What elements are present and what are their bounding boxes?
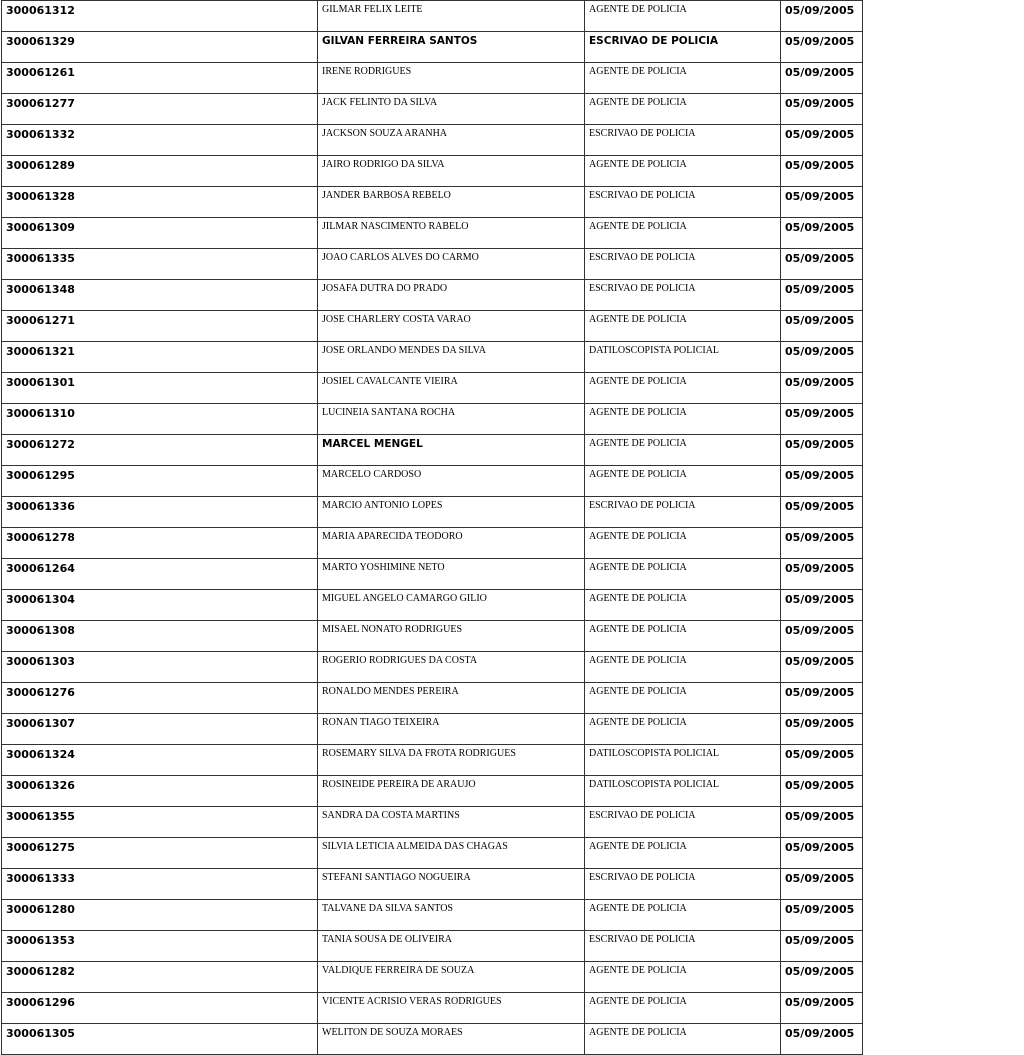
table-row	[2, 156, 863, 187]
matricula-cell: 300061261	[2, 63, 318, 94]
cargo-cell: DATILOSCOPISTA POLICIAL	[585, 776, 781, 807]
matricula-cell: 300061309	[2, 218, 318, 249]
nome-cell: MARIA APARECIDA TEODORO	[318, 528, 585, 559]
matricula-cell: 300061333	[2, 869, 318, 900]
cargo-cell: AGENTE DE POLICIA	[585, 590, 781, 621]
data-cell: 05/09/2005	[781, 776, 863, 807]
data-cell: 05/09/2005	[781, 466, 863, 497]
table-row	[2, 714, 863, 745]
nome-cell: SILVIA LETICIA ALMEIDA DAS CHAGAS	[318, 838, 585, 869]
cargo-cell: ESCRIVAO DE POLICIA	[585, 807, 781, 838]
matricula-cell: 300061296	[2, 993, 318, 1024]
nome-cell: ROGERIO RODRIGUES DA COSTA	[318, 652, 585, 683]
matricula-cell: 300061295	[2, 466, 318, 497]
table-row	[2, 249, 863, 280]
data-cell: 05/09/2005	[781, 900, 863, 931]
matricula-cell: 300061324	[2, 745, 318, 776]
data-cell: 05/09/2005	[781, 311, 863, 342]
cargo-cell: ESCRIVAO DE POLICIA	[585, 931, 781, 962]
data-cell: 05/09/2005	[781, 931, 863, 962]
nome-cell: TALVANE DA SILVA SANTOS	[318, 900, 585, 931]
matricula-cell: 300061321	[2, 342, 318, 373]
cargo-cell: AGENTE DE POLICIA	[585, 373, 781, 404]
cargo-cell: ESCRIVAO DE POLICIA	[585, 32, 781, 63]
data-cell: 05/09/2005	[781, 156, 863, 187]
table-row	[2, 187, 863, 218]
nome-cell: JOAO CARLOS ALVES DO CARMO	[318, 249, 585, 280]
nome-cell: TANIA SOUSA DE OLIVEIRA	[318, 931, 585, 962]
table-row	[2, 900, 863, 931]
nome-cell: JILMAR NASCIMENTO RABELO	[318, 218, 585, 249]
data-cell: 05/09/2005	[781, 652, 863, 683]
table-row	[2, 1024, 863, 1055]
table-row	[2, 931, 863, 962]
data-cell: 05/09/2005	[781, 590, 863, 621]
matricula-cell: 300061301	[2, 373, 318, 404]
table-row	[2, 621, 863, 652]
nome-cell: MARTO YOSHIMINE NETO	[318, 559, 585, 590]
table-row	[2, 559, 863, 590]
nome-cell: WELITON DE SOUZA MORAES	[318, 1024, 585, 1055]
matricula-cell: 300061277	[2, 94, 318, 125]
data-cell: 05/09/2005	[781, 249, 863, 280]
cargo-cell: AGENTE DE POLICIA	[585, 466, 781, 497]
data-cell: 05/09/2005	[781, 869, 863, 900]
nome-cell: JOSIEL CAVALCANTE VIEIRA	[318, 373, 585, 404]
table-row	[2, 776, 863, 807]
table-row	[2, 125, 863, 156]
matricula-cell: 300061348	[2, 280, 318, 311]
cargo-cell: ESCRIVAO DE POLICIA	[585, 280, 781, 311]
matricula-cell: 300061282	[2, 962, 318, 993]
cargo-cell: AGENTE DE POLICIA	[585, 962, 781, 993]
matricula-cell: 300061280	[2, 900, 318, 931]
nome-cell: STEFANI SANTIAGO NOGUEIRA	[318, 869, 585, 900]
nome-cell: JOSE CHARLERY COSTA VARAO	[318, 311, 585, 342]
personnel-table	[1, 0, 863, 1055]
data-cell: 05/09/2005	[781, 807, 863, 838]
table-row	[2, 528, 863, 559]
matricula-cell: 300061336	[2, 497, 318, 528]
nome-cell: MISAEL NONATO RODRIGUES	[318, 621, 585, 652]
table-row	[2, 807, 863, 838]
matricula-cell: 300061307	[2, 714, 318, 745]
table-row	[2, 435, 863, 466]
data-cell: 05/09/2005	[781, 621, 863, 652]
matricula-cell: 300061312	[2, 1, 318, 32]
data-cell: 05/09/2005	[781, 342, 863, 373]
data-cell: 05/09/2005	[781, 373, 863, 404]
data-cell: 05/09/2005	[781, 683, 863, 714]
data-cell: 05/09/2005	[781, 218, 863, 249]
nome-cell: JOSAFA DUTRA DO PRADO	[318, 280, 585, 311]
cargo-cell: ESCRIVAO DE POLICIA	[585, 125, 781, 156]
data-cell: 05/09/2005	[781, 187, 863, 218]
matricula-cell: 300061275	[2, 838, 318, 869]
cargo-cell: AGENTE DE POLICIA	[585, 528, 781, 559]
nome-cell: RONAN TIAGO TEIXEIRA	[318, 714, 585, 745]
table-row	[2, 683, 863, 714]
cargo-cell: AGENTE DE POLICIA	[585, 993, 781, 1024]
matricula-cell: 300061305	[2, 1024, 318, 1055]
table-row	[2, 652, 863, 683]
table-row	[2, 94, 863, 125]
cargo-cell: AGENTE DE POLICIA	[585, 683, 781, 714]
data-cell: 05/09/2005	[781, 838, 863, 869]
data-cell: 05/09/2005	[781, 714, 863, 745]
table-row	[2, 373, 863, 404]
matricula-cell: 300061310	[2, 404, 318, 435]
cargo-cell: AGENTE DE POLICIA	[585, 156, 781, 187]
matricula-cell: 300061353	[2, 931, 318, 962]
matricula-cell: 300061355	[2, 807, 318, 838]
nome-cell: LUCINEIA SANTANA ROCHA	[318, 404, 585, 435]
nome-cell: ROSEMARY SILVA DA FROTA RODRIGUES	[318, 745, 585, 776]
table-row	[2, 404, 863, 435]
table-row	[2, 218, 863, 249]
nome-cell: JACK FELINTO DA SILVA	[318, 94, 585, 125]
table-row	[2, 1, 863, 32]
data-cell: 05/09/2005	[781, 94, 863, 125]
matricula-cell: 300061328	[2, 187, 318, 218]
cargo-cell: AGENTE DE POLICIA	[585, 559, 781, 590]
data-cell: 05/09/2005	[781, 559, 863, 590]
data-cell: 05/09/2005	[781, 435, 863, 466]
table-row	[2, 869, 863, 900]
cargo-cell: AGENTE DE POLICIA	[585, 311, 781, 342]
data-cell: 05/09/2005	[781, 993, 863, 1024]
cargo-cell: DATILOSCOPISTA POLICIAL	[585, 745, 781, 776]
table-row	[2, 962, 863, 993]
nome-cell: GILMAR FELIX LEITE	[318, 1, 585, 32]
nome-cell: SANDRA DA COSTA MARTINS	[318, 807, 585, 838]
cargo-cell: ESCRIVAO DE POLICIA	[585, 249, 781, 280]
data-cell: 05/09/2005	[781, 745, 863, 776]
cargo-cell: DATILOSCOPISTA POLICIAL	[585, 342, 781, 373]
data-cell: 05/09/2005	[781, 280, 863, 311]
nome-cell: VICENTE ACRISIO VERAS RODRIGUES	[318, 993, 585, 1024]
matricula-cell: 300061289	[2, 156, 318, 187]
data-cell: 05/09/2005	[781, 63, 863, 94]
cargo-cell: ESCRIVAO DE POLICIA	[585, 497, 781, 528]
matricula-cell: 300061304	[2, 590, 318, 621]
table-row	[2, 838, 863, 869]
matricula-cell: 300061335	[2, 249, 318, 280]
nome-cell: MARCEL MENGEL	[318, 435, 585, 466]
table-row	[2, 466, 863, 497]
table-row	[2, 280, 863, 311]
data-cell: 05/09/2005	[781, 1024, 863, 1055]
nome-cell: JACKSON SOUZA ARANHA	[318, 125, 585, 156]
matricula-cell: 300061303	[2, 652, 318, 683]
personnel-table-body	[2, 1, 863, 1055]
matricula-cell: 300061271	[2, 311, 318, 342]
data-cell: 05/09/2005	[781, 962, 863, 993]
nome-cell: JAIRO RODRIGO DA SILVA	[318, 156, 585, 187]
cargo-cell: ESCRIVAO DE POLICIA	[585, 187, 781, 218]
matricula-cell: 300061329	[2, 32, 318, 63]
cargo-cell: AGENTE DE POLICIA	[585, 63, 781, 94]
nome-cell: MARCIO ANTONIO LOPES	[318, 497, 585, 528]
cargo-cell: AGENTE DE POLICIA	[585, 1, 781, 32]
matricula-cell: 300061332	[2, 125, 318, 156]
cargo-cell: AGENTE DE POLICIA	[585, 435, 781, 466]
table-row	[2, 590, 863, 621]
cargo-cell: AGENTE DE POLICIA	[585, 652, 781, 683]
nome-cell: JOSE ORLANDO MENDES DA SILVA	[318, 342, 585, 373]
data-cell: 05/09/2005	[781, 497, 863, 528]
cargo-cell: AGENTE DE POLICIA	[585, 714, 781, 745]
nome-cell: VALDIQUE FERREIRA DE SOUZA	[318, 962, 585, 993]
nome-cell: MARCELO CARDOSO	[318, 466, 585, 497]
nome-cell: JANDER BARBOSA REBELO	[318, 187, 585, 218]
data-cell: 05/09/2005	[781, 32, 863, 63]
nome-cell: GILVAN FERREIRA SANTOS	[318, 32, 585, 63]
cargo-cell: AGENTE DE POLICIA	[585, 94, 781, 125]
matricula-cell: 300061276	[2, 683, 318, 714]
cargo-cell: AGENTE DE POLICIA	[585, 838, 781, 869]
table-row	[2, 497, 863, 528]
nome-cell: ROSINEIDE PEREIRA DE ARAUJO	[318, 776, 585, 807]
data-cell: 05/09/2005	[781, 1, 863, 32]
table-row	[2, 745, 863, 776]
cargo-cell: AGENTE DE POLICIA	[585, 900, 781, 931]
nome-cell: MIGUEL ANGELO CAMARGO GILIO	[318, 590, 585, 621]
matricula-cell: 300061272	[2, 435, 318, 466]
data-cell: 05/09/2005	[781, 528, 863, 559]
nome-cell: RONALDO MENDES PEREIRA	[318, 683, 585, 714]
table-row	[2, 311, 863, 342]
table-row	[2, 993, 863, 1024]
cargo-cell: AGENTE DE POLICIA	[585, 404, 781, 435]
table-row	[2, 32, 863, 63]
cargo-cell: AGENTE DE POLICIA	[585, 1024, 781, 1055]
nome-cell: IRENE RODRIGUES	[318, 63, 585, 94]
data-cell: 05/09/2005	[781, 404, 863, 435]
data-cell: 05/09/2005	[781, 125, 863, 156]
matricula-cell: 300061308	[2, 621, 318, 652]
cargo-cell: ESCRIVAO DE POLICIA	[585, 869, 781, 900]
cargo-cell: AGENTE DE POLICIA	[585, 218, 781, 249]
matricula-cell: 300061326	[2, 776, 318, 807]
matricula-cell: 300061264	[2, 559, 318, 590]
cargo-cell: AGENTE DE POLICIA	[585, 621, 781, 652]
table-row	[2, 63, 863, 94]
matricula-cell: 300061278	[2, 528, 318, 559]
table-row	[2, 342, 863, 373]
